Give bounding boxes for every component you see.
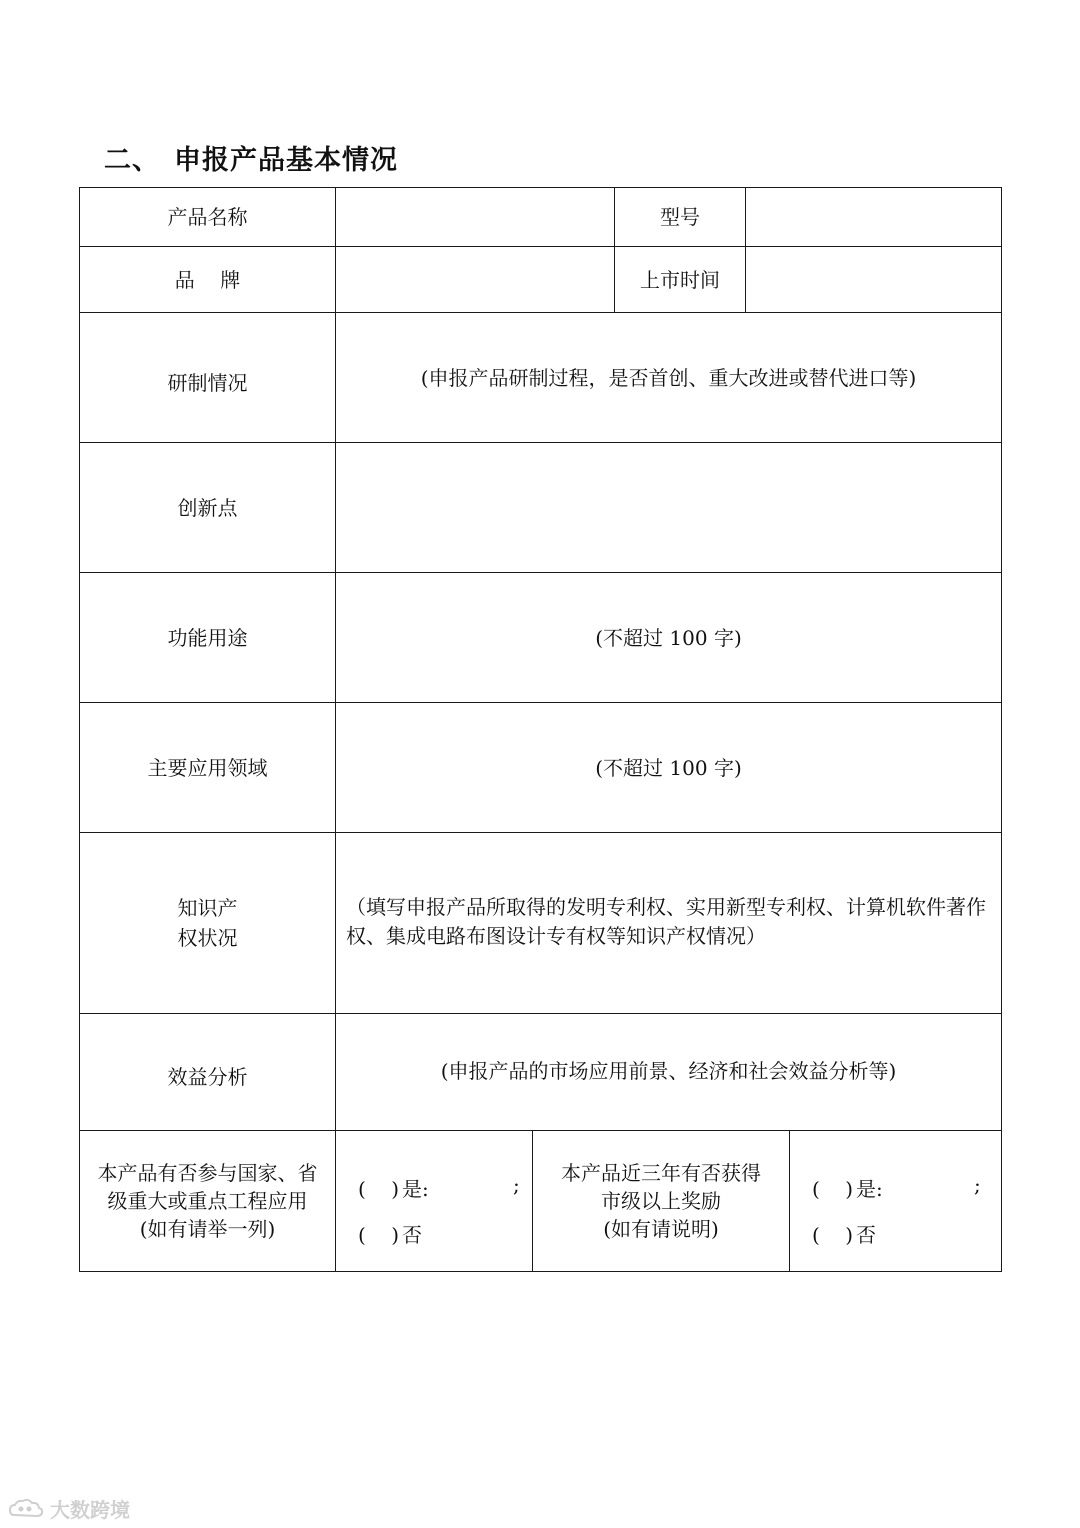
model-label: 型号 (614, 187, 746, 247)
model-field[interactable] (745, 187, 1002, 247)
section-heading (104, 138, 398, 177)
section-number: 二、 (104, 145, 160, 176)
project-label: 本产品有否参与国家、省 级重大或重点工程应用 (如有请举一列) (79, 1130, 336, 1272)
function-label: 功能用途 (79, 572, 336, 703)
brand-field[interactable] (335, 246, 615, 313)
project-options (335, 1130, 533, 1272)
project-option-yes[interactable]: ( ) 是: ; (358, 1173, 520, 1201)
launch-time-field[interactable] (745, 246, 1002, 313)
benefit-hint: (申报产品的市场应用前景、经济和社会效益分析等) (440, 1059, 897, 1083)
award-options (789, 1130, 1002, 1272)
innovation-label: 创新点 (79, 442, 336, 573)
launch-time-label: 上市时间 (614, 246, 746, 313)
application-hint: (不超过 100 字) (595, 755, 742, 780)
function-hint: (不超过 100 字) (595, 625, 742, 650)
innovation-field[interactable] (335, 442, 1002, 573)
benefit-field[interactable] (335, 1013, 1002, 1131)
project-option-no[interactable]: ( ) 否 (358, 1223, 422, 1247)
section-title: 申报产品基本情况 (174, 145, 398, 176)
award-option-no[interactable]: ( ) 否 (812, 1223, 876, 1247)
benefit-label: 效益分析 (79, 1013, 336, 1131)
ip-hint: （填写申报产品所取得的发明专利权、实用新型专利权、计算机软件著作权、集成电路布图设计专有权等知识产权情况） (346, 895, 986, 948)
function-field[interactable] (335, 572, 1002, 703)
cloud-logo-icon (8, 1497, 44, 1521)
application-field[interactable] (335, 702, 1002, 833)
brand-label: 品 牌 (79, 246, 336, 313)
watermark (8, 1494, 130, 1523)
development-field[interactable] (335, 312, 1002, 443)
product-name-field[interactable] (335, 187, 615, 247)
award-label: 本产品近三年有否获得 市级以上奖励 (如有请说明) (532, 1130, 790, 1272)
application-label: 主要应用领域 (79, 702, 336, 833)
development-label: 研制情况 (79, 312, 336, 443)
ip-field[interactable] (335, 832, 1002, 1014)
development-hint: (申报产品研制过程，是否首创、重大改进或替代进口等) (420, 366, 917, 390)
watermark-text: 大数跨境 (50, 1498, 130, 1522)
product-name-label: 产品名称 (79, 187, 336, 247)
ip-label: 知识产 权状况 (79, 832, 336, 1014)
award-option-yes[interactable]: ( ) 是: ; (812, 1173, 981, 1201)
